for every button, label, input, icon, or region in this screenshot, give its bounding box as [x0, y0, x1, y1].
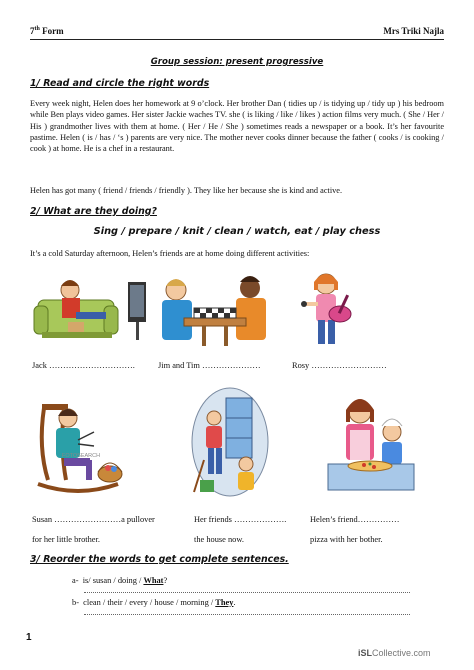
page-title: Group session: present progressive [150, 57, 324, 67]
section2-heading: 2/ What are they doing? [30, 206, 157, 217]
label-jack: Jack …………………………. [32, 361, 135, 370]
label-helens-friend-continued: pizza with her bother. [310, 535, 383, 544]
section1-heading: 1/ Read and circle the right words [30, 78, 210, 89]
reorder-item-b: b- clean / their / every / house / morning / They. [72, 598, 236, 607]
label-jim-and-tim: Jim and Tim ………………… [158, 361, 261, 370]
page-number: 1 [26, 632, 32, 643]
label-helens-friend: Helen’s friend…………… [310, 515, 400, 524]
jack-watching-tv-image [32, 268, 148, 348]
label-rosy: Rosy ……………………… [292, 361, 387, 370]
section2-intro: It’s a cold Saturday afternoon, Helen’s friends are at home doing different activities: [30, 249, 310, 258]
verbs-list: Sing / prepare / knit / clean / watch, eat / play chess [93, 226, 381, 237]
friends-cleaning-house-image [190, 380, 272, 500]
brand-logo[interactable]: iSLCollective.com [358, 648, 431, 658]
label-susan: Susan ……………………a pullover [32, 515, 155, 524]
susan-knitting-image [34, 388, 128, 498]
label-susan-continued: for her little brother. [32, 535, 100, 544]
label-her-friends: Her friends ………………. [194, 515, 287, 524]
rosy-singing-image [292, 268, 362, 350]
section3-heading: 3/ Reorder the words to get complete sentences. [30, 554, 289, 565]
teacher-name: Mrs Triki Najla [383, 26, 444, 36]
helens-friend-preparing-pizza-image [324, 384, 416, 496]
answer-line-a[interactable] [84, 592, 410, 593]
jim-and-tim-playing-chess-image [158, 268, 272, 348]
answer-line-b[interactable] [84, 614, 410, 615]
image-watermark: FOTOSEARCH [62, 453, 101, 459]
section1-paragraph-2: Helen has got many ( friend / friends / friendly ). They like her because she is kind and active. [30, 186, 343, 195]
page-header [30, 26, 444, 40]
label-her-friends-continued: the house now. [194, 535, 244, 544]
section1-paragraph: Every week night, Helen does her homework at 9 o’clock. Her brother Dan ( tidies up / is tidying up / tidy up ) his bedroom while Ben plays video games. Her sister Jackie waches TV. she ( is liking / like / likes ) action films very much. ( She / Her / His ) grandmother lives with them at home. ( Her / He / She ) sometimes reads a newspaper or a book. It’s her favourite pastime. Helen ( is / has / ‘s ) parents are very nice. The mother never cooks dinner because the father ( cooks / is cooking / cook ) at home. He is a chef in a restaurant. [30, 99, 444, 154]
form-label: 7th Form [30, 26, 64, 36]
reorder-item-a: a- is/ susan / doing / What? [72, 576, 168, 585]
